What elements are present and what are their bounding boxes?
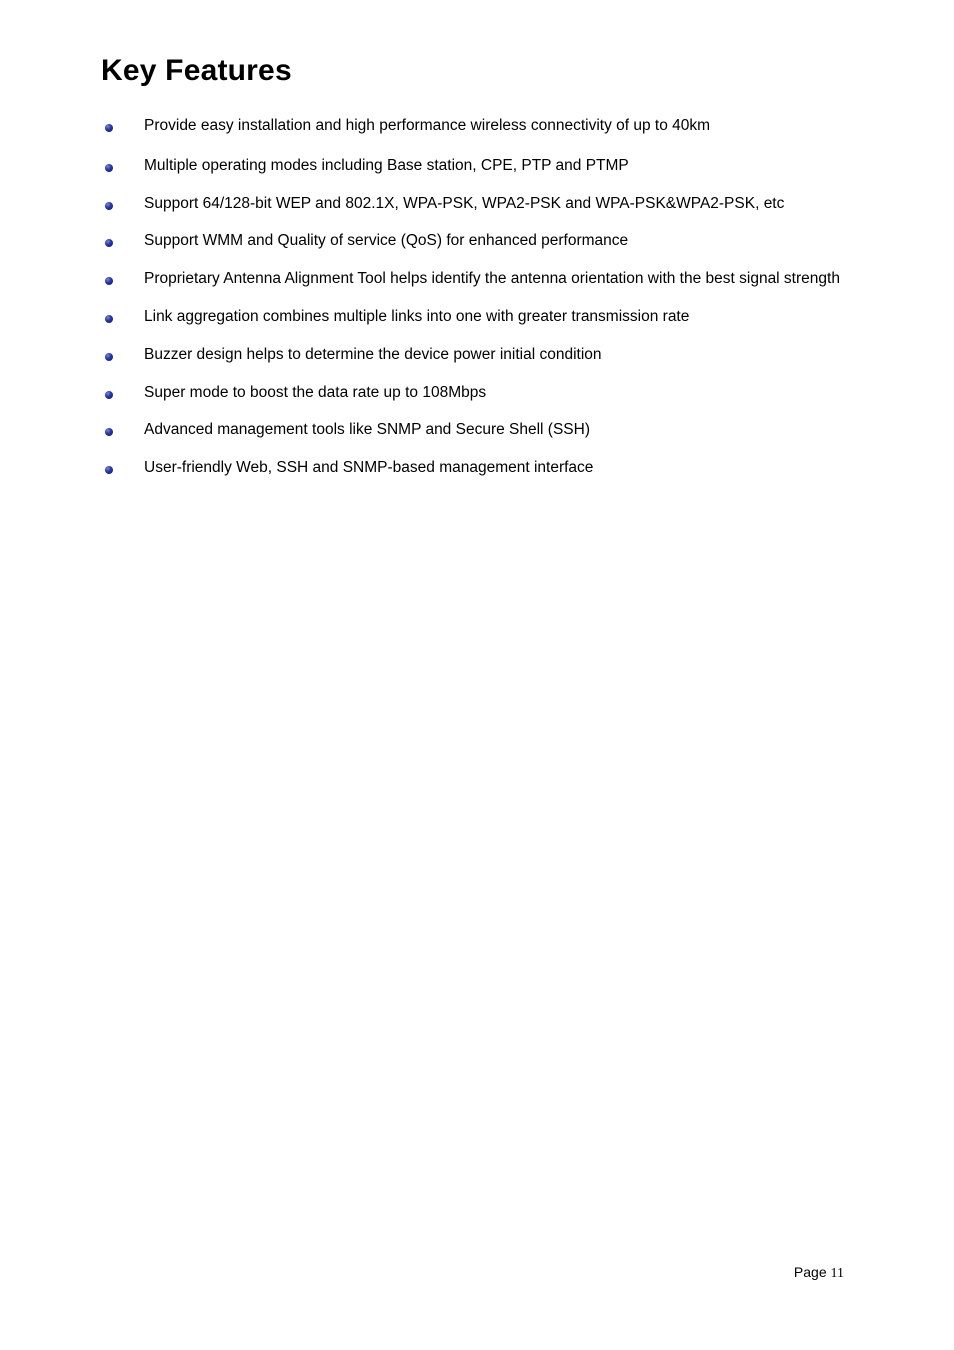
feature-text: Super mode to boost the data rate up to 108Mbps [144, 383, 487, 401]
round-bullet-icon [105, 202, 113, 210]
feature-text: User-friendly Web, SSH and SNMP-based management interface [144, 459, 594, 477]
list-item [101, 185, 851, 223]
round-bullet-icon [105, 164, 113, 172]
list-item [101, 298, 851, 336]
feature-text: Support 64/128-bit WEP and 802.1X, WPA-PSK, WPA2-PSK and WPA-PSK&WPA2-PSK, etc [144, 194, 785, 212]
round-bullet-icon [105, 391, 113, 399]
feature-text: Advanced management tools like SNMP and Secure Shell (SSH) [144, 421, 590, 439]
feature-text: Link aggregation combines multiple links into one with greater transmission rate [144, 307, 690, 325]
page-number: 11 [830, 1266, 844, 1281]
round-bullet-icon [105, 315, 113, 323]
list-item [101, 107, 851, 145]
feature-text: Provide easy installation and high performance wireless connectivity of up to 40km [144, 117, 711, 134]
round-bullet-icon [105, 353, 113, 361]
list-item [101, 147, 851, 185]
page-footer [794, 1263, 844, 1283]
feature-text: Proprietary Antenna Alignment Tool helps identify the antenna orientation with the best signal strength [144, 270, 840, 288]
round-bullet-icon [105, 277, 113, 285]
list-item [101, 260, 851, 298]
page-label: Page [793, 1264, 827, 1280]
round-bullet-icon [105, 466, 113, 474]
feature-text: Buzzer design helps to determine the device power initial condition [144, 345, 602, 363]
list-item [101, 449, 851, 487]
round-bullet-icon [105, 124, 113, 132]
list-item [101, 374, 851, 412]
page-title: Key Features [101, 54, 292, 87]
feature-text: Multiple operating modes including Base station, CPE, PTP and PTMP [144, 156, 629, 174]
feature-list [101, 107, 851, 487]
list-item [101, 411, 851, 449]
round-bullet-icon [105, 428, 113, 436]
list-item [101, 222, 851, 260]
list-item [101, 336, 851, 374]
round-bullet-icon [105, 239, 113, 247]
feature-text: Support WMM and Quality of service (QoS) for enhanced performance [144, 232, 629, 250]
